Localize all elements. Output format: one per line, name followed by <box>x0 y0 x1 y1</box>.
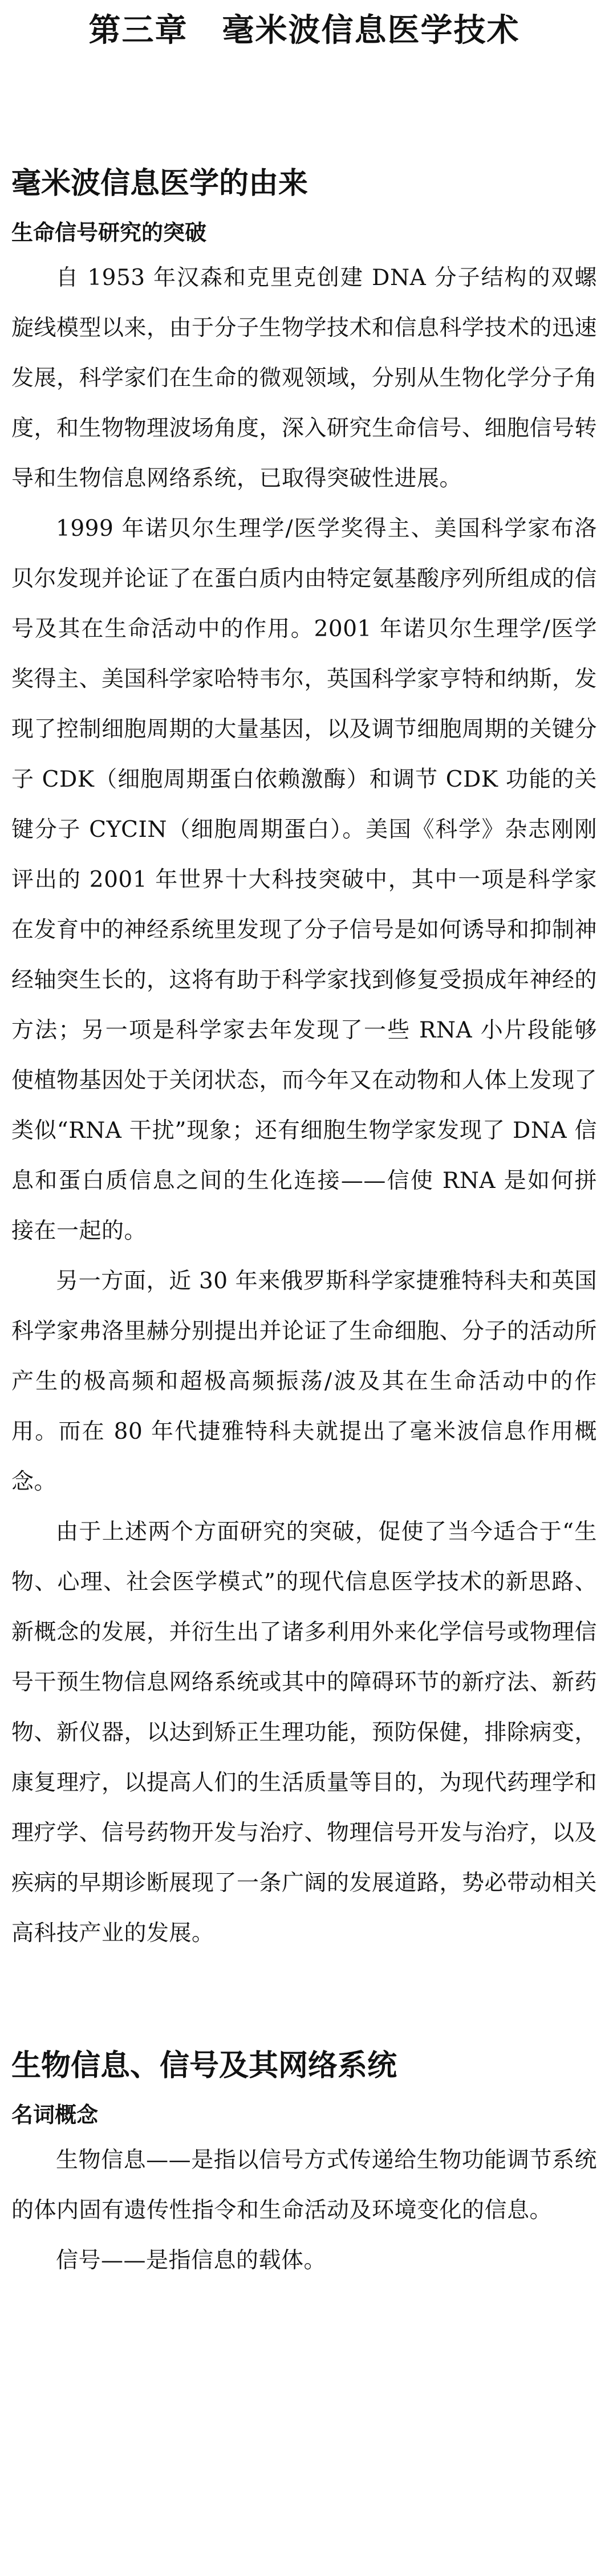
paragraph: 生物信息——是指以信号方式传递给生物功能调节系统的体内固有遗传性指令和生命活动及环境变化的信息。 <box>11 2147 597 2223</box>
section-title: 毫米波信息医学的由来 <box>11 166 308 201</box>
chapter-title <box>11 0 597 54</box>
chapter-name: 毫米波信息医学技术 <box>222 12 520 49</box>
section-title: 生物信息、信号及其网络系统 <box>11 2049 397 2083</box>
paragraph: 自 1953 年汉森和克里克创建 DNA 分子结构的双螺旋线模型以来，由于分子生物学技术和信息科学技术的迅速发展，科学家们在生命的微观领域，分别从生物化学分子角度，和生物物理波场角度，深入研究生命信号、细胞信号转导和生物信息网络系统，已取得突破性进展。 <box>11 265 598 491</box>
chapter-label: 第三章 <box>88 12 188 49</box>
paragraph: 由于上述两个方面研究的突破，促使了当今适合于“生物、心理、社会医学模式”的现代信息医学技术的新思路、新概念的发展，并衍生出了诸多利用外来化学信号或物理信号干预生物信息网络系统或其中的障碍环节的新疗法、新药物、新仪器，以达到矫正生理功能，预防保健，排除病变，康复理疗，以提高人们的生活质量等目的，为现代药理学和理疗学、信号药物开发与治疗、物理信号开发与治疗，以及疾病的早期诊断展现了一条广阔的发展道路，势必带动相关高科技产业的发展。 <box>11 1519 598 1946</box>
paragraph: 1999 年诺贝尔生理学/医学奖得主、美国科学家布洛贝尔发现并论证了在蛋白质内由特定氨基酸序列所组成的信号及其在生命活动中的作用。2001 年诺贝尔生理学/医学奖得主、美国科学家哈特韦尔，英国科学家亨特和纳斯，发现了控制细胞周期的大量基因，以及调节细胞周期的关键分子 CDK（细胞周期蛋白依赖激酶）和调节 CDK 功能的关键分子 CYCIN（细胞周期蛋白）。美国《科学》杂志刚刚评出的 2001 年世界十大科技突破中，其中一项是科学家在发育中的神经系统里发现了分子信号是如何诱导和抑制神经轴突生长的，这将有助于科学家找到修复受损成年神经的方法；另一项是科学家去年发现了一些 RNA 小片段能够使植物基因处于关闭状态，而今年又在动物和人体上发现了类似“RNA 干扰”现象；还有细胞生物学家发现了 DNA 信息和蛋白质信息之间的生化连接——信使 RNA 是如何拼接在一起的。 <box>11 516 598 1244</box>
subsection-title: 生命信号研究的突破 <box>11 220 207 245</box>
paragraph: 另一方面，近 30 年来俄罗斯科学家捷雅特科夫和英国科学家弗洛里赫分别提出并论证了生命细胞、分子的活动所产生的极高频和超极高频振荡/波及其在生命活动中的作用。而在 80 年代捷雅特科夫就提出了毫米波信息作用概念。 <box>11 1268 598 1495</box>
subsection-title: 名词概念 <box>11 2102 99 2127</box>
paragraph: 信号——是指信息的载体。 <box>56 2248 327 2273</box>
